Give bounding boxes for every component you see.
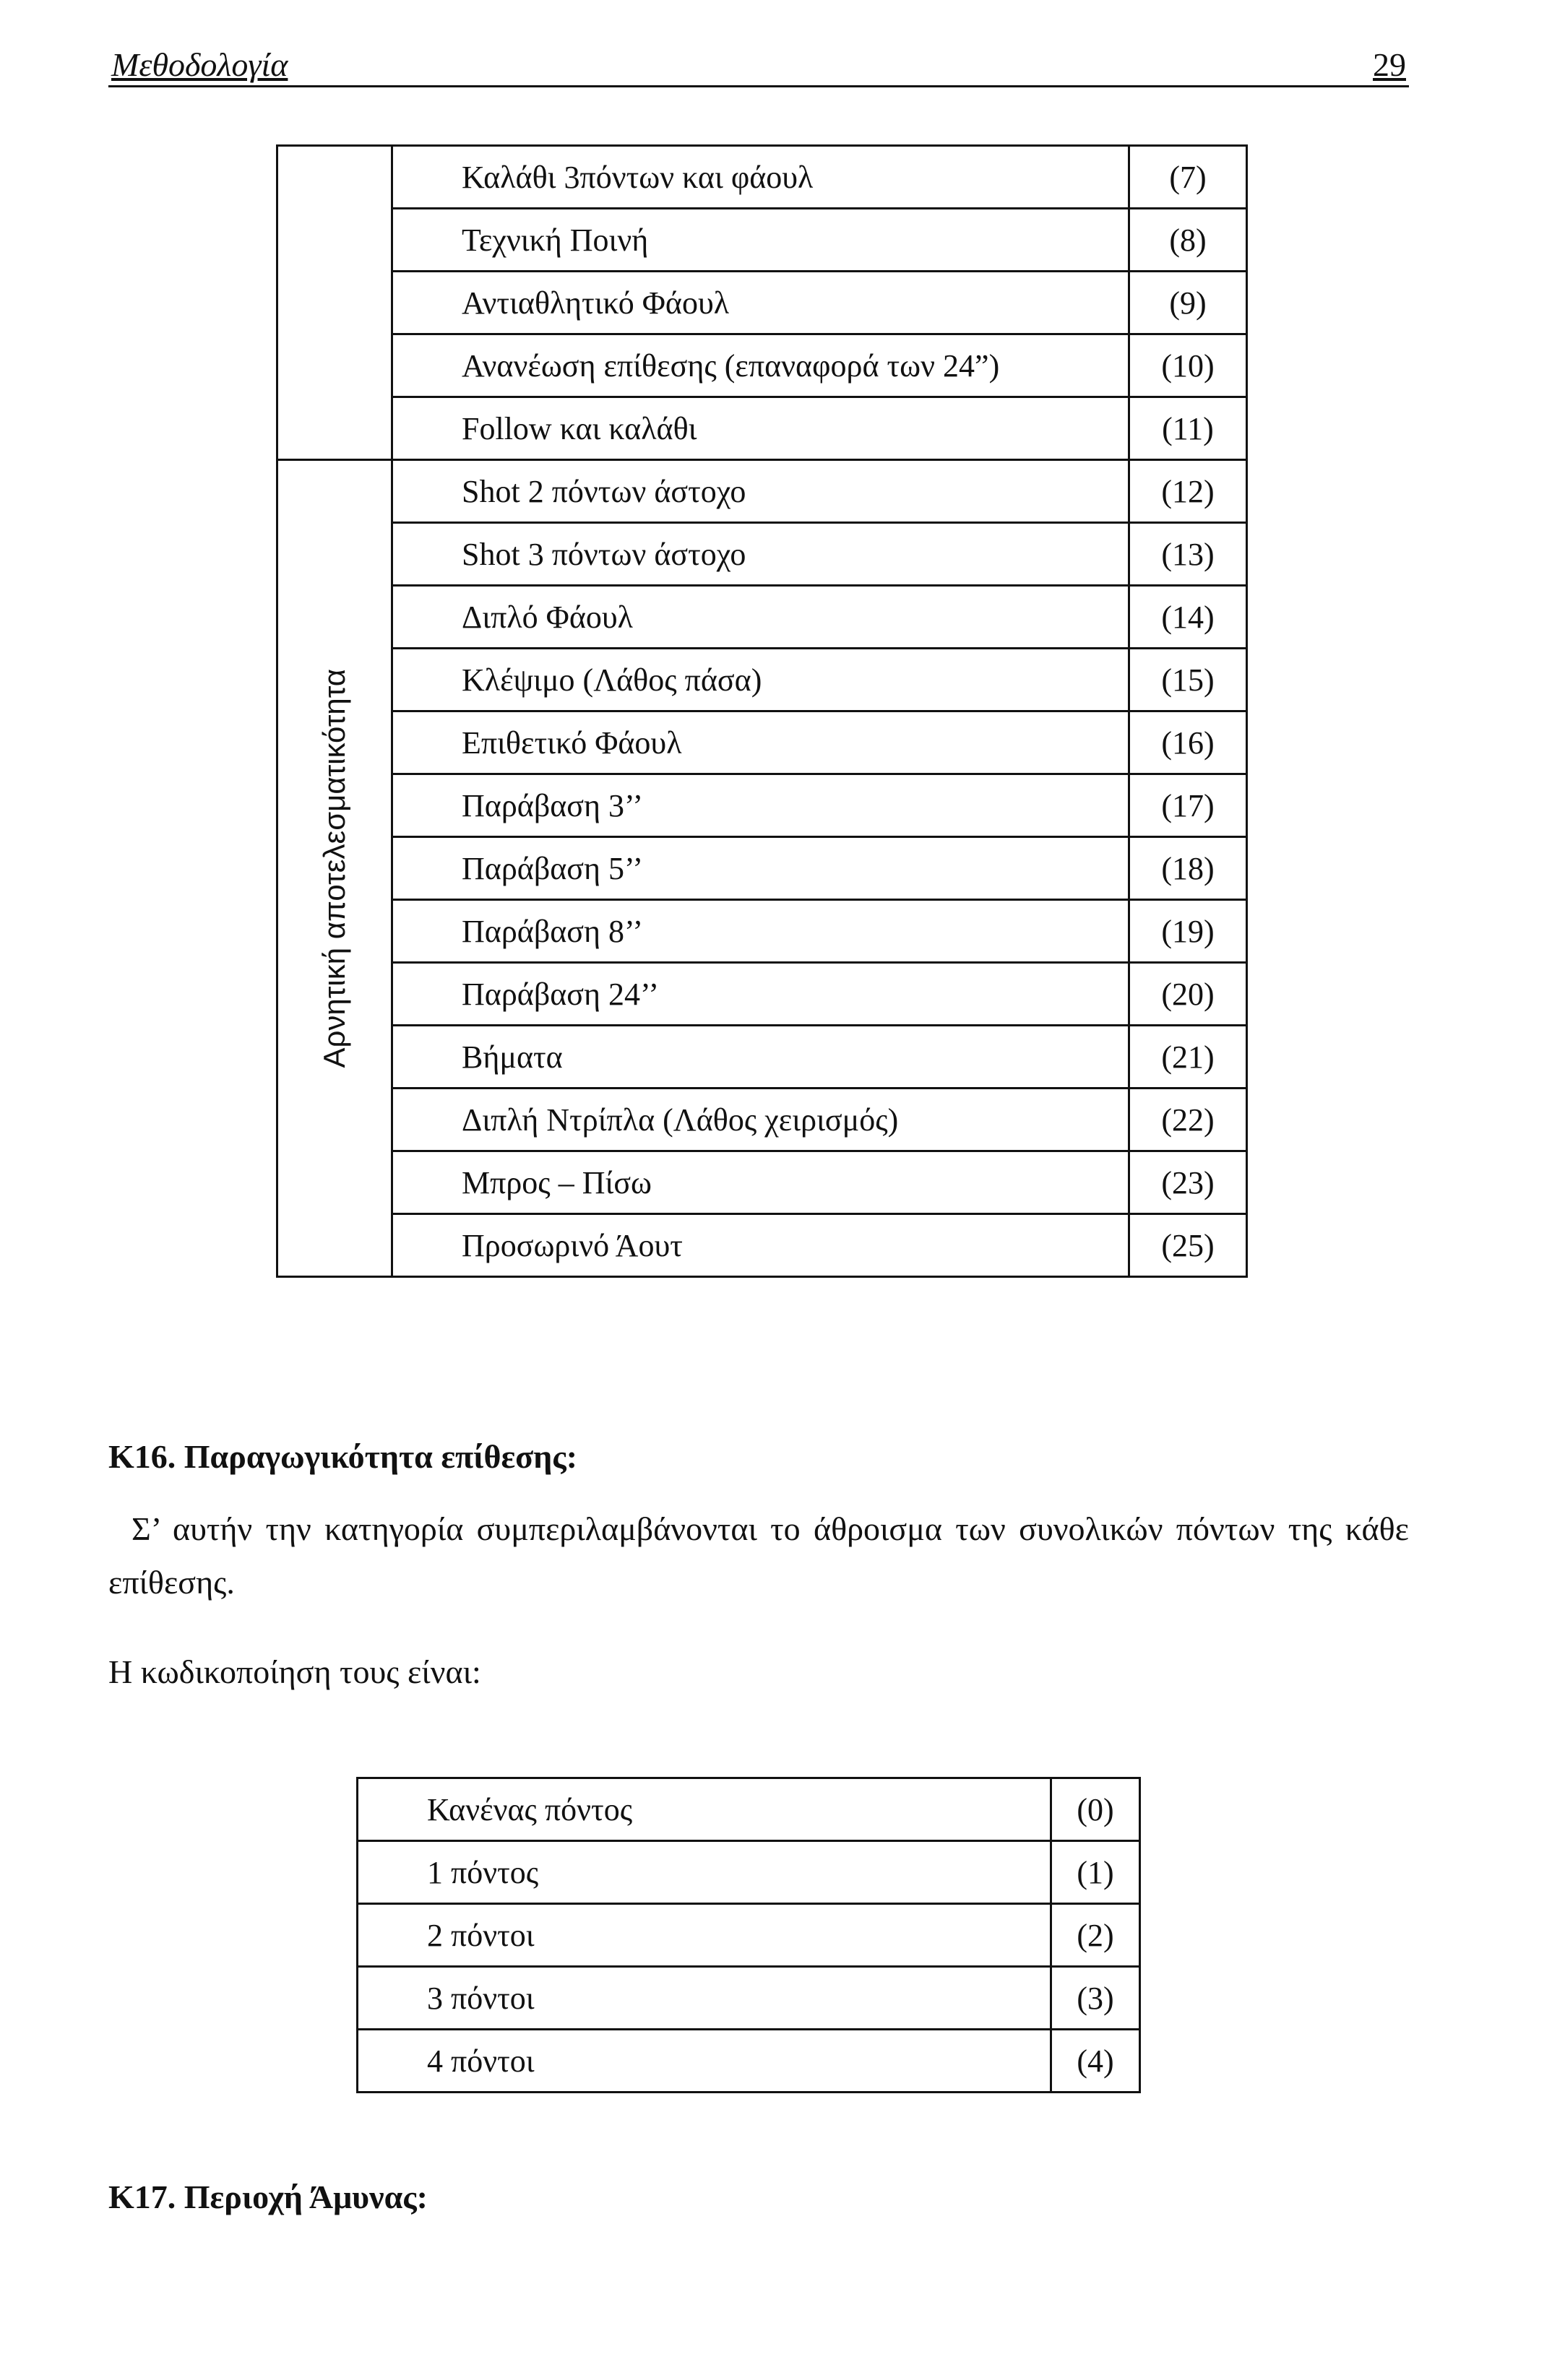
row-code: (12) [1129, 460, 1247, 523]
table-row [277, 1026, 1247, 1089]
row-label: Shot 2 πόντων άστοχο [392, 460, 1129, 523]
row-label: Shot 3 πόντων άστοχο [392, 523, 1129, 586]
row-code: (4) [1051, 2030, 1140, 2093]
side-category-cell [277, 460, 392, 1277]
coding-intro: Η κωδικοποίηση τους είναι: [108, 1653, 481, 1690]
table-row [277, 837, 1247, 900]
row-label: Διπλή Ντρίπλα (Λάθος χειρισμός) [392, 1089, 1129, 1151]
row-label: Κανένας πόντος [358, 1778, 1051, 1841]
row-code: (21) [1129, 1026, 1247, 1089]
row-code: (0) [1051, 1778, 1140, 1841]
table-row [277, 1151, 1247, 1214]
row-label: Προσωρινό Άουτ [392, 1214, 1129, 1277]
row-code: (9) [1129, 272, 1247, 334]
table-row [277, 586, 1247, 649]
row-label: Παράβαση 8’’ [392, 900, 1129, 963]
row-code: (15) [1129, 649, 1247, 711]
row-code: (19) [1129, 900, 1247, 963]
table-row [277, 1089, 1247, 1151]
row-code: (17) [1129, 774, 1247, 837]
table-row [277, 460, 1247, 523]
row-label: Παράβαση 3’’ [392, 774, 1129, 837]
table-row [277, 711, 1247, 774]
page-number: 29 [1373, 46, 1406, 83]
row-code: (22) [1129, 1089, 1247, 1151]
row-label: Βήματα [392, 1026, 1129, 1089]
row-code: (11) [1129, 397, 1247, 460]
row-label: Παράβαση 24’’ [392, 963, 1129, 1026]
table-row [277, 272, 1247, 334]
page-header [108, 42, 1409, 87]
row-label: Κλέψιμο (Λάθος πάσα) [392, 649, 1129, 711]
row-code: (23) [1129, 1151, 1247, 1214]
table-row [277, 1214, 1247, 1277]
category-label: Αρνητική αποτελεσματικότητα [317, 668, 351, 1068]
table-row [277, 209, 1247, 272]
row-code: (3) [1051, 1967, 1140, 2030]
table-row [358, 1778, 1140, 1841]
row-label: Διπλό Φάουλ [392, 586, 1129, 649]
row-label: Μπρος – Πίσω [392, 1151, 1129, 1214]
negative-effectiveness-table [276, 144, 1248, 1278]
points-coding-table [356, 1777, 1141, 2093]
section-paragraph: Σ’ αυτήν την κατηγορία συμπεριλαμβάνονται το άθροισμα των συνολικών πόντων της κάθε επίθεσης. [108, 1510, 1409, 1601]
row-code: (18) [1129, 837, 1247, 900]
row-code: (13) [1129, 523, 1247, 586]
row-code: (16) [1129, 711, 1247, 774]
table-row [277, 900, 1247, 963]
table-row [358, 1967, 1140, 2030]
row-code: (20) [1129, 963, 1247, 1026]
table-row [358, 1841, 1140, 1904]
table-row [277, 523, 1247, 586]
row-label: 2 πόντοι [358, 1904, 1051, 1967]
row-label: 3 πόντοι [358, 1967, 1051, 2030]
table-row [277, 334, 1247, 397]
running-title: Μεθοδολογία [111, 46, 288, 83]
section-heading-k16: Κ16. Παραγωγικότητα επίθεσης: [108, 1438, 578, 1475]
row-code: (25) [1129, 1214, 1247, 1277]
row-code: (1) [1051, 1841, 1140, 1904]
row-code: (2) [1051, 1904, 1140, 1967]
row-label: 4 πόντοι [358, 2030, 1051, 2093]
row-label: Τεχνική Ποινή [392, 209, 1129, 272]
row-label: Αντιαθλητικό Φάουλ [392, 272, 1129, 334]
row-code: (14) [1129, 586, 1247, 649]
row-label: Παράβαση 5’’ [392, 837, 1129, 900]
row-label: 1 πόντος [358, 1841, 1051, 1904]
table-row [358, 2030, 1140, 2093]
row-code: (10) [1129, 334, 1247, 397]
table-row [277, 146, 1247, 209]
side-cell-blank [277, 146, 392, 460]
table-row [358, 1904, 1140, 1967]
table-row [277, 774, 1247, 837]
row-label: Ανανέωση επίθεσης (επαναφορά των 24”) [392, 334, 1129, 397]
row-label: Καλάθι 3πόντων και φάουλ [392, 146, 1129, 209]
table-row [277, 649, 1247, 711]
row-code: (7) [1129, 146, 1247, 209]
table-row [277, 397, 1247, 460]
row-code: (8) [1129, 209, 1247, 272]
table-row [277, 963, 1247, 1026]
row-label: Επιθετικό Φάουλ [392, 711, 1129, 774]
row-label: Follow και καλάθι [392, 397, 1129, 460]
section-heading-k17: Κ17. Περιοχή Άμυνας: [108, 2178, 428, 2215]
